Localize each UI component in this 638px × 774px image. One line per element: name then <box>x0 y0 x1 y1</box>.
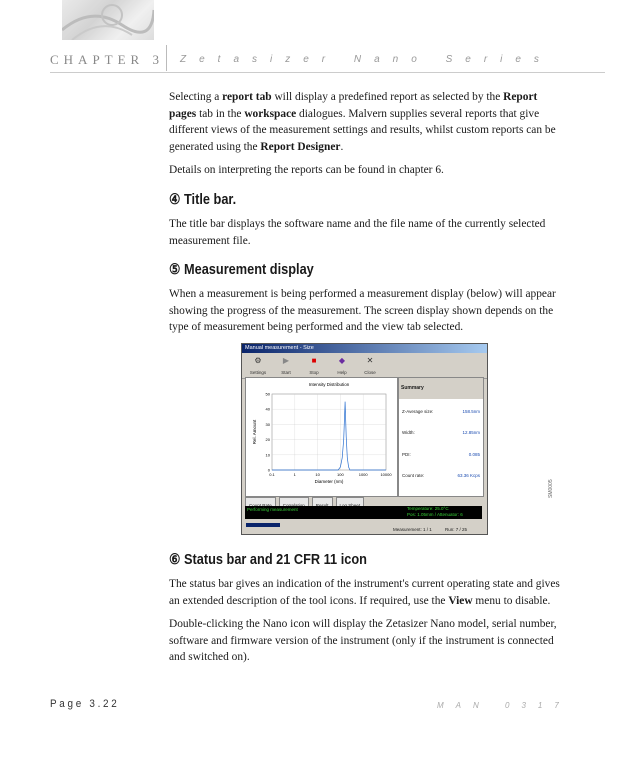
plot-frame <box>272 394 386 470</box>
title-bar-text: The title bar displays the software name and the file name of the currently selected measurement file. <box>169 217 546 247</box>
chapter-label: CHAPTER 3 <box>50 52 164 67</box>
status-bar-text: The status bar gives an indication of the instrument's current operating state and gives an extended description of the tool icons. If required, use the View menu to disable. <box>169 577 560 607</box>
stop-icon: ■ <box>311 355 317 365</box>
y-tick-label: 20 <box>265 437 270 443</box>
summary-row: Z-Average size: 158.5nm <box>402 408 480 414</box>
details-paragraph: Details on interpreting the reports can be found in chapter 6. <box>169 164 444 177</box>
screenshot-title-bar: Manual measurement - Size <box>242 344 487 353</box>
progress-bar <box>246 523 280 527</box>
status-left: Performing measurement <box>247 506 298 512</box>
nano-icon-text: Double-clicking the Nano icon will display the Zetasizer Nano model, serial number, software and firmware version of the instrument (only if the instrument is connected and switched on). <box>169 618 557 664</box>
x-tick-label: 1 <box>293 471 296 477</box>
status-right: Temperature: 25.0°C Pos: 1.05mm / Attenuator: 6 <box>407 505 463 517</box>
plot-area <box>245 377 398 497</box>
title-bar-heading: ④ Title bar. <box>169 191 237 208</box>
intro-paragraph: Selecting a report tab will display a predefined report as selected by the Report pages tab in the workspace dialogues. Malvern supplies several reports that give different views of the measurement settings and results, whilst custom reports can be generated using the Report Designer. <box>169 91 556 153</box>
settings-icon: ⚙ <box>254 355 262 365</box>
manual-number: MAN 0317 <box>437 701 571 710</box>
summary-panel <box>398 377 484 497</box>
y-tick-label: 0 <box>267 467 270 473</box>
x-tick-label: 10 <box>315 471 320 477</box>
y-tick-label: 40 <box>265 406 270 412</box>
header-decoration <box>62 0 154 40</box>
figure-id: SM0005 <box>548 479 554 498</box>
status-bar-heading: ⑥ Status bar and 21 CFR 11 icon <box>169 551 367 568</box>
intensity-chart <box>246 378 397 496</box>
page-content <box>169 89 561 673</box>
summary-row: Width: 12.85nm <box>402 430 480 436</box>
summary-title: Summary <box>399 378 483 399</box>
header-rule <box>50 72 605 73</box>
help-icon: ◆ <box>338 355 346 365</box>
x-tick-label: 0.1 <box>269 471 275 477</box>
measurement-display-text: When a measurement is being performed a measurement display (below) will appear showing the progress of the measurement. The screen display shown depends on the type of measurement being performed and the view tab selected. <box>169 288 556 334</box>
x-tick-label: 100 <box>337 471 344 477</box>
start-button: ▶ Start <box>274 356 298 375</box>
settings-button: ⚙ Settings <box>246 356 270 375</box>
screenshot-toolbar <box>242 353 487 379</box>
play-icon: ▶ <box>282 355 290 365</box>
decoration-graphic <box>62 0 154 40</box>
y-tick-label: 10 <box>265 452 270 458</box>
measurement-count: Measurement: 1 / 1 <box>393 526 432 532</box>
summary-row: Count rate: 63.36 Kcps <box>402 473 480 479</box>
close-button: ✕ Close <box>358 356 382 375</box>
progress-bar-row <box>245 521 482 530</box>
y-axis-label: Rel. Amount <box>252 419 257 445</box>
close-icon: ✕ <box>366 355 374 365</box>
header-divider <box>166 45 167 71</box>
x-tick-label: 10000 <box>380 471 392 477</box>
y-tick-label: 30 <box>265 421 270 427</box>
help-button: ◆ Help <box>330 356 354 375</box>
stop-button: ■ Stop <box>302 356 326 375</box>
y-tick-label: 50 <box>265 391 270 397</box>
measurement-screenshot <box>241 343 488 535</box>
page-number: Page 3.22 <box>50 698 120 710</box>
x-tick-label: 1000 <box>358 471 368 477</box>
distribution-line <box>272 402 386 470</box>
measurement-display-heading: ⑤ Measurement display <box>169 262 314 279</box>
x-axis-label: Diameter (nm) <box>314 478 344 484</box>
series-label: Zetasizer Nano Series <box>180 54 552 65</box>
status-box <box>245 506 482 519</box>
summary-row: PDI: 0.085 <box>402 451 480 457</box>
run-count: Run: 7 / 25 <box>445 526 468 532</box>
chart-title: Intensity Distribution <box>308 381 350 387</box>
